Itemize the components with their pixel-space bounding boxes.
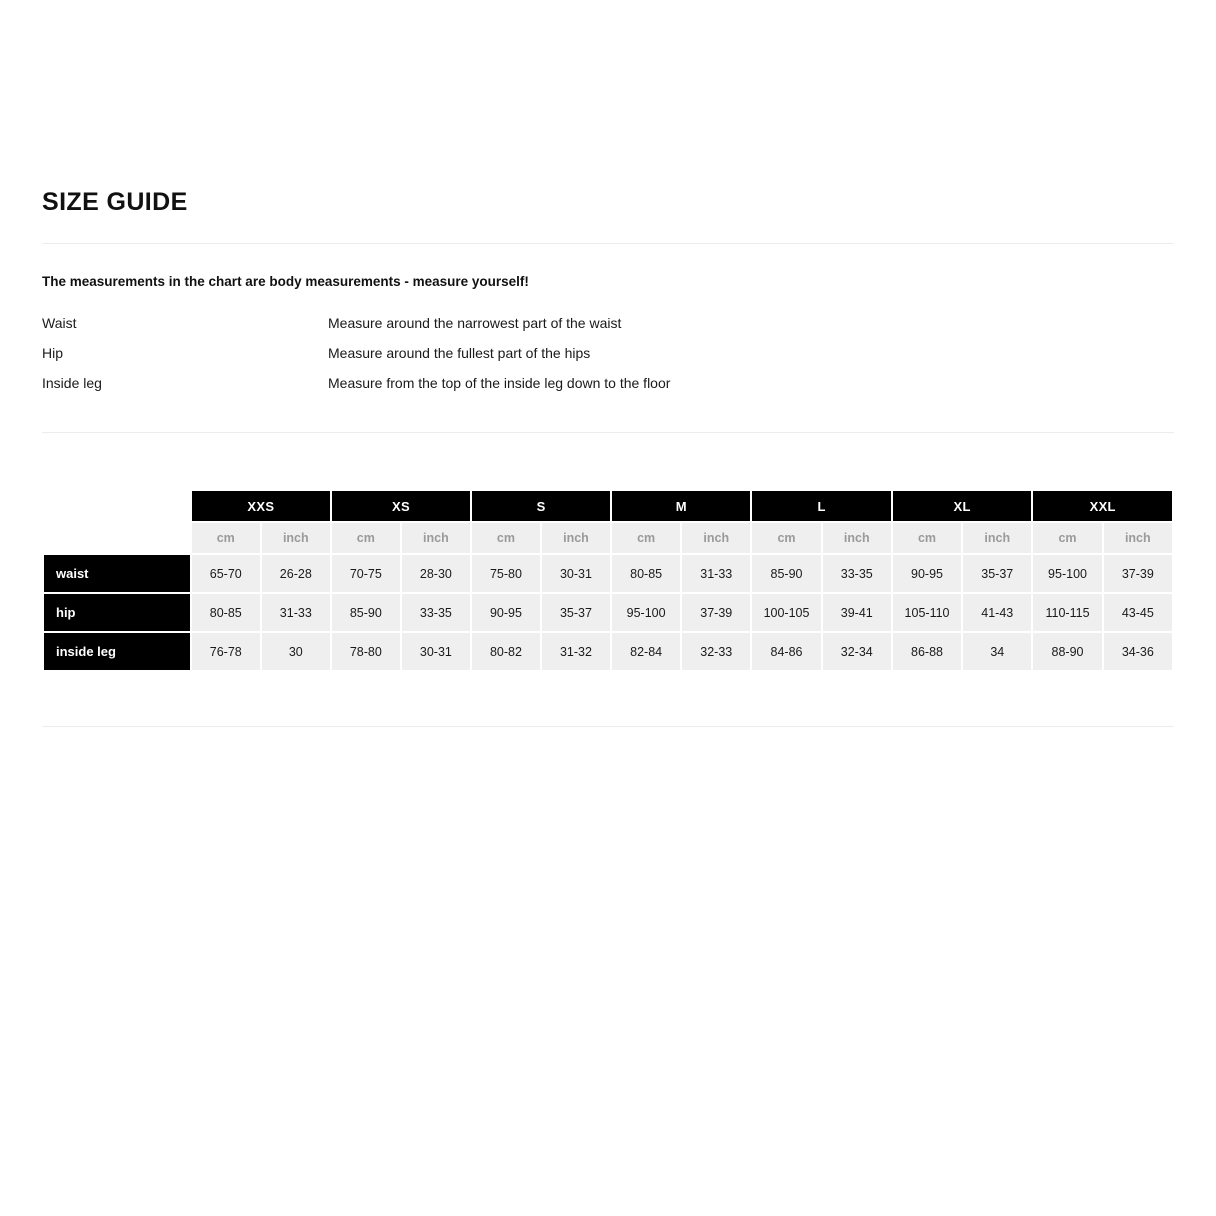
- definition-description: Measure around the narrowest part of the waist: [328, 315, 622, 331]
- cell-inside-leg-m-cm: 82-84: [612, 633, 680, 670]
- cell-waist-l-inch: 33-35: [823, 555, 891, 592]
- size-guide-content: [42, 188, 1174, 727]
- cell-inside-leg-xxs-inch: 30: [262, 633, 330, 670]
- intro-section: [42, 244, 1174, 432]
- cell-inside-leg-xs-cm: 78-80: [332, 633, 400, 670]
- cell-hip-xs-inch: 33-35: [402, 594, 470, 631]
- unit-cell-inch: inch: [823, 523, 891, 553]
- cell-inside-leg-m-inch: 32-33: [682, 633, 750, 670]
- cell-inside-leg-xxl-inch: 34-36: [1104, 633, 1172, 670]
- page-title: SIZE GUIDE: [42, 188, 188, 216]
- size-chart-table: [42, 489, 1174, 672]
- unit-cell-cm: cm: [893, 523, 961, 553]
- size-header-s: S: [472, 491, 610, 521]
- cell-inside-leg-l-inch: 32-34: [823, 633, 891, 670]
- cell-hip-xxs-cm: 80-85: [192, 594, 260, 631]
- table-header-sizes: [44, 491, 1172, 521]
- cell-hip-m-cm: 95-100: [612, 594, 680, 631]
- cell-hip-xl-inch: 41-43: [963, 594, 1031, 631]
- cell-inside-leg-l-cm: 84-86: [752, 633, 820, 670]
- definition-row-hip: [42, 338, 1174, 368]
- size-header-m: M: [612, 491, 750, 521]
- table-row: [44, 633, 1172, 670]
- cell-inside-leg-xl-inch: 34: [963, 633, 1031, 670]
- table-row: [44, 555, 1172, 592]
- cell-inside-leg-xxs-cm: 76-78: [192, 633, 260, 670]
- corner-cell-units: [44, 523, 190, 553]
- size-header-xl: XL: [893, 491, 1032, 521]
- definition-description: Measure around the fullest part of the hips: [328, 345, 591, 361]
- cell-hip-xxl-inch: 43-45: [1104, 594, 1172, 631]
- cell-hip-xl-cm: 105-110: [893, 594, 961, 631]
- intro-heading: The measurements in the chart are body measurements - measure yourself!: [42, 274, 529, 289]
- row-label-inside-leg: inside leg: [44, 633, 190, 670]
- cell-inside-leg-xxl-cm: 88-90: [1033, 633, 1101, 670]
- definition-term: Waist: [42, 315, 77, 331]
- definition-row-waist: [42, 308, 1174, 338]
- row-label-waist: waist: [44, 555, 190, 592]
- definition-term: Hip: [42, 345, 64, 361]
- cell-waist-s-inch: 30-31: [542, 555, 610, 592]
- unit-cell-cm: cm: [1033, 523, 1101, 553]
- cell-waist-xs-cm: 70-75: [332, 555, 400, 592]
- unit-cell-cm: cm: [332, 523, 400, 553]
- cell-hip-s-cm: 90-95: [472, 594, 540, 631]
- table-row: [44, 594, 1172, 631]
- unit-cell-cm: cm: [752, 523, 820, 553]
- size-header-xs: XS: [332, 491, 470, 521]
- cell-waist-xs-inch: 28-30: [402, 555, 470, 592]
- intro-spacer: [42, 398, 1174, 432]
- cell-waist-m-cm: 80-85: [612, 555, 680, 592]
- corner-cell: [44, 491, 190, 521]
- row-label-hip: hip: [44, 594, 190, 631]
- cell-waist-xxl-cm: 95-100: [1033, 555, 1101, 592]
- cell-hip-xxl-cm: 110-115: [1033, 594, 1101, 631]
- cell-inside-leg-xl-cm: 86-88: [893, 633, 961, 670]
- table-header-units: [44, 523, 1172, 553]
- cell-waist-xxs-cm: 65-70: [192, 555, 260, 592]
- cell-waist-xxs-inch: 26-28: [262, 555, 330, 592]
- size-header-xxs: XXS: [192, 491, 330, 521]
- unit-cell-inch: inch: [262, 523, 330, 553]
- unit-cell-cm: cm: [192, 523, 260, 553]
- unit-cell-inch: inch: [682, 523, 750, 553]
- cell-inside-leg-s-cm: 80-82: [472, 633, 540, 670]
- unit-cell-cm: cm: [612, 523, 680, 553]
- cell-hip-xs-cm: 85-90: [332, 594, 400, 631]
- unit-cell-cm: cm: [472, 523, 540, 553]
- size-header-l: L: [752, 491, 891, 521]
- definition-term: Inside leg: [42, 375, 102, 391]
- cell-waist-xl-cm: 90-95: [893, 555, 961, 592]
- cell-waist-s-cm: 75-80: [472, 555, 540, 592]
- cell-hip-l-inch: 39-41: [823, 594, 891, 631]
- definition-description: Measure from the top of the inside leg down to the floor: [328, 375, 671, 391]
- cell-waist-xxl-inch: 37-39: [1104, 555, 1172, 592]
- cell-inside-leg-xs-inch: 30-31: [402, 633, 470, 670]
- cell-waist-m-inch: 31-33: [682, 555, 750, 592]
- unit-cell-inch: inch: [402, 523, 470, 553]
- size-table-wrapper: [42, 433, 1174, 726]
- cell-hip-s-inch: 35-37: [542, 594, 610, 631]
- unit-cell-inch: inch: [963, 523, 1031, 553]
- unit-cell-inch: inch: [542, 523, 610, 553]
- cell-hip-l-cm: 100-105: [752, 594, 820, 631]
- unit-cell-inch: inch: [1104, 523, 1172, 553]
- cell-waist-xl-inch: 35-37: [963, 555, 1031, 592]
- size-header-xxl: XXL: [1033, 491, 1172, 521]
- cell-inside-leg-s-inch: 31-32: [542, 633, 610, 670]
- definition-row-inside-leg: [42, 368, 1174, 398]
- divider-bottom: [42, 726, 1174, 727]
- cell-hip-m-inch: 37-39: [682, 594, 750, 631]
- cell-hip-xxs-inch: 31-33: [262, 594, 330, 631]
- cell-waist-l-cm: 85-90: [752, 555, 820, 592]
